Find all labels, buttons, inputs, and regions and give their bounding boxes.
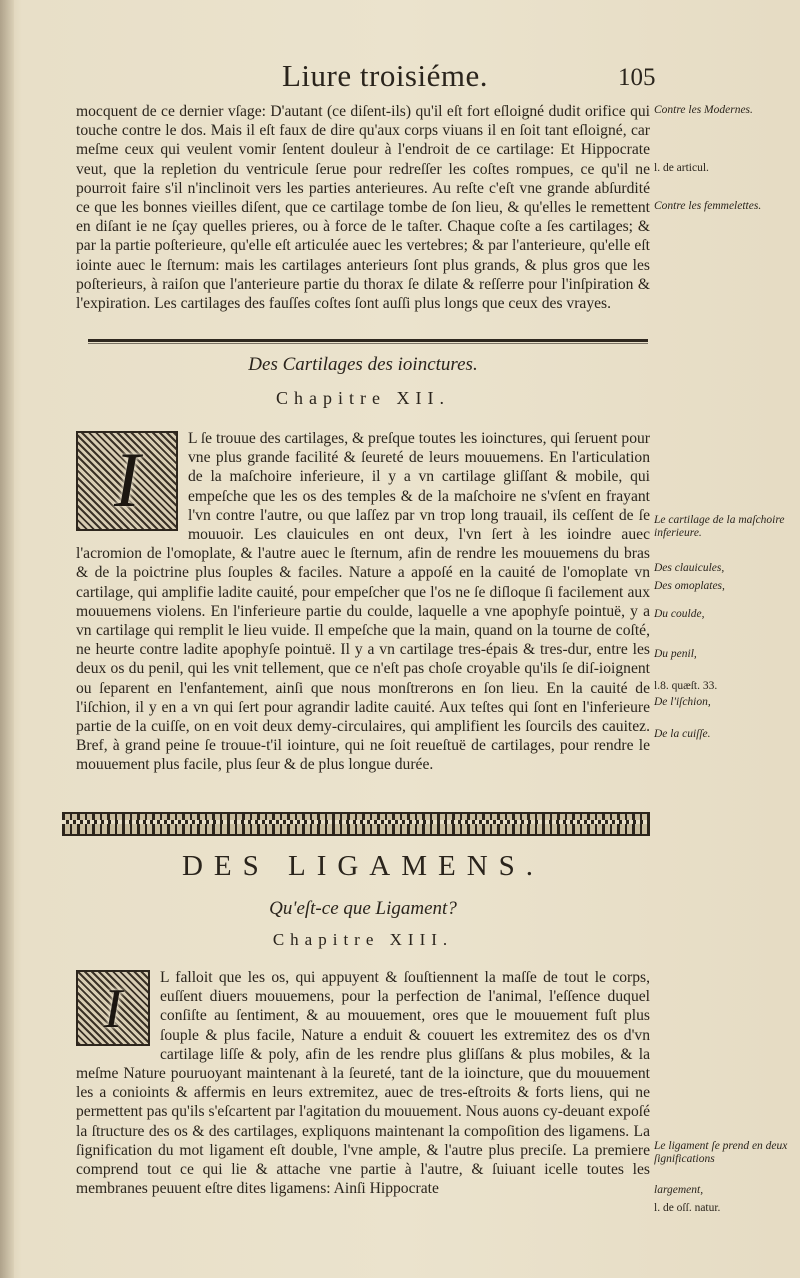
decorated-initial-icon [76,970,150,1046]
binding-shadow [0,0,14,1278]
margin-note: Le ligament ſe prend en deux ſignifications [654,1140,788,1165]
page-number: 105 [618,64,656,91]
chapter-heading-xiii: Chapitre XIII. [272,930,454,949]
section-title-cartilages: Des Cartilages des ioinctures. [248,354,478,375]
chapter-heading-xii: Chapitre XII. [276,388,450,408]
margin-note: Le cartilage de la maſchoire inferieure. [654,514,785,539]
section-heading-ligamens: DES LIGAMENS. [181,850,545,882]
section-rule-thin [88,343,648,344]
margin-note: Du coulde, [654,608,705,620]
section-rule [88,339,648,342]
ornamental-band-icon [62,812,650,836]
chapter-xii-body [76,429,650,775]
initial-letter: I [103,978,123,1040]
margin-note: largement, [654,1184,704,1196]
paragraph-text: L ſe trouue des cartilages, & preſque toutes les ioinctures, qui ſeruent pour vne plus grande facilité & ſeureté de leurs mouuemens. En l'articulation de la maſchoire inferieure, il y a vn cartilage gliſſant & mobile, qui empeſche que les os des temples & de la maſchoire ne s'vſent en frayant l'vn contre l'autre, ou que laſſez par vn trop long trauail, ils ceſſent de ſe mouuoir. Les clauicules en ont deux, l'vn ſert à les ioindre auec l'acromion de l'omoplate, & l'autre auec le ſternum, afin de rendre les mouuemens du bras & de la poictrine plus ſouples & faciles. Nature a appoſé en la cauité de l'omoplate vn cartilage, qui amplifie ladite cauité, pour empeſcher que l'os ne ſe diſloque ſi facilement aux mouuemens violens. En l'inferieure partie du coulde, laquelle a vne apophyſe pointuë, y a vn cartilage qui remplit le lieu vuide. Il empeſche que la main, quand on la tourne de coſté, ne heurte contre ladite apophyſe pointuë. Il y a vn cartilage tres-épais & tres-dur, entre les deux os du penil, qui les vnit tellement, que ce n'eſt pas choſe croyable qu'ils ſe diſ-ioignent ou ſeparent en l'enfantement, ainſi que nous monſtrerons en ſon lieu. En la cauité de l'iſchion, il y en a vn qui ſert pour agrandir ladite cauité. Aux teſtes qui ſont en l'inferieure partie de la cuiſſe, on en voit deux demy-circulaires, qui amplifient les ſourcils des cauitez. Bref, à grand peine ſe trouue-t'il iointure, qui ne ſoit reueſtuë de cartilages, pour rendre le mouuement plus facile, plus ſeur & de plus longue durée. [76,430,650,774]
ornament-inner [62,820,650,824]
margin-note: De la cuiſſe. [654,728,711,740]
margin-note: Des omoplates, [654,580,725,592]
margin-note: l. de oſſ. natur. [654,1202,721,1214]
margin-note: Des clauicules, [654,562,725,574]
margin-note: De l'iſchion, [654,696,711,708]
running-head: Liure troisiéme. [282,58,488,93]
margin-note: Du penil, [654,648,697,660]
margin-note: l.8. quæſt. 33. [654,680,718,692]
margin-note: Contre les femmelettes. [654,200,762,212]
paragraph-text: L falloit que les os, qui appuyent & ſouſtiennent la maſſe de tout le corps, euſſent diuers mouuemens, pour la perfection de l'animal, l'eſſence duquel conſiſte au ſentiment, & au mouuement, ores que le mouuement fuſt plus ſouple & plus facile, Nature a enduit & couuert les extremitez des os d'vn cartilage liſſe & poly, afin de les rendre plus gliſſans & plus mobiles, & la meſme Nature pouruoyant maintenant à la ſeureté, tant de la ioincture, que du mouuement les a conioints & affermis en leurs extremitez, auec de tres-eſtroits & forts liens, qui ne permettent pas qu'ils s'eſcartent par l'agitation du mouuement. Nous auons cy-deuant expoſé la ſtructure des os & des cartilages, expliquons maintenant la compoſition des ligamens. La ſignification du mot ligament eſt double, l'vne ample, & l'autre plus preciſe. La premiere comprend tout ce qui lie & attache vne partie à l'autre, & ſuiuant icelle toutes les membranes peuuent eſtre dites ligamens: Ainſi Hippocrate [76,969,650,1198]
paragraph-text: mocquent de ce dernier vſage: D'autant (ce diſent-ils) qu'il eſt fort eſloigné dudit orifice qui touche contre le dos. Mais il eſt faux de dire qu'aux corps viuans il en ſoit tant eſloigné, car meſme ceux qui veulent vomir ſentent douleur à l'endroit de ce cartilage: Et Hippocrate veut, que la repletion du ventricule ſerue pour redreſſer les coſtes rompues, ce qu'il ne pourroit faire s'il n'inclinoit vers les parties anterieures. Au reſte c'eſt vne grande abſurdité ce que les bonnes vieilles diſent, que ce cartilage tombe de ſon lieu, & qu'elles le remettent en diſant ie ne ſçay quelles prieres, ou à force de le taſter. Chaque coſte a ſes cartilages; & par la partie poſterieure, qu'elle eſt articulée auec les vertebres; & par l'anterieure, qu'elle eſt iointe auec le ſternum: mais les cartilages anterieurs ſont plus grands, & plus gros que les poſterieurs, à raiſon que l'anterieure partie du thorax ſe dilate & reſſerre pour l'inſpiration & l'expiration. Les cartilages des fauſſes coſtes ſont auſſi plus longs que ceux des vrayes. [76,103,650,313]
decorated-initial-icon [76,431,178,531]
continued-paragraph [76,102,650,313]
margin-note: l. de articul. [654,162,709,174]
chapter-xiii-body [76,968,650,1198]
initial-letter: I [114,436,140,523]
margin-note: Contre les Modernes. [654,104,753,116]
section-title-ligament: Qu'eſt-ce que Ligament? [269,898,457,919]
